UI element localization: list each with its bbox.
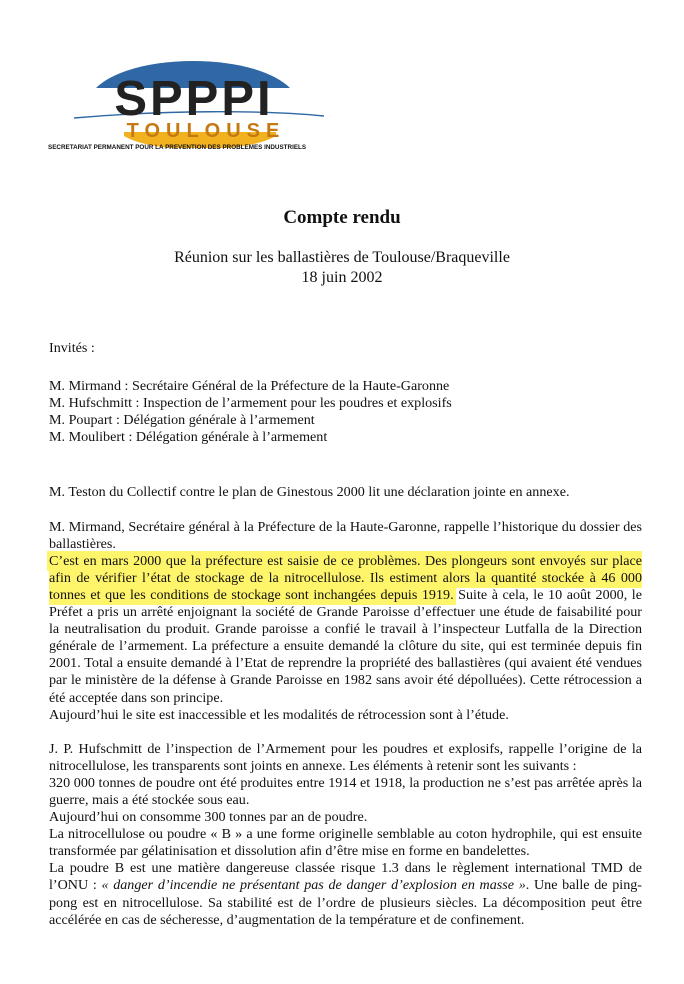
paragraph-mirmand-intro: M. Mirmand, Secrétaire général à la Préfecture de la Haute-Garonne, rappelle l’historique du dossier des ballastières. — [49, 518, 642, 552]
paragraph-tonnes: 320 000 tonnes de poudre ont été produites entre 1914 et 1918, la production ne s’est pas arrêtée après la guerre, mais a été stockée sous eau. — [49, 774, 642, 808]
paragraph-mirmand-history — [49, 553, 642, 707]
spppi-logo — [44, 58, 334, 158]
paragraph-poudre-b: La nitrocellulose ou poudre « B » a une forme originelle semblable au coton hydrophile, qui est ensuite transformée par gélatinisation et dissolution afin d’être mise en forme en bandelettes. — [49, 826, 642, 860]
danger-intro: La poudre B est une matière dangereuse classée risque 1.3 dans le règlement international TMD de l’ONU : — [49, 860, 642, 894]
invites-list — [49, 378, 642, 446]
paragraph-hufschmitt: J. P. Hufschmitt de l’inspection de l’Armement pour les poudres et explosifs, rappelle l’origine de la nitrocellulose, les transparents sont joints en annexe. Les éléments à retenir sont les suivants : — [49, 740, 642, 774]
paragraph-danger — [49, 860, 642, 928]
logo-toulouse-text: TOULOUSE — [126, 120, 286, 142]
paragraph-mirmand-rest: Suite à cela, le 10 août 2000, le Préfet a pris un arrêté enjoignant la société de Grande Paroisse d’effectuer une étude de faisabilité pour la neutralisation du produit. Grande paroisse a confié le travail à l’inspecteur Lutfalla de la Direction générale de l’armement. La préfecture a ensuite demandé la clôture du site, qui est terminée depuis fin 2001. Total a ensuite demandé à l’Etat de reprendre la propriété des ballastières (qui avaient été vendues par le ministère de la défense à Grande Paroisse en 1982 sans avoir été dépolluées). Cette rétrocession a été acceptée dans son principe. — [49, 586, 642, 706]
meeting-subtitle: Réunion sur les ballastières de Toulouse/Braqueville — [174, 249, 510, 266]
paragraph-teston: M. Teston du Collectif contre le plan de Ginestous 2000 lit une déclaration jointe en annexe. — [49, 484, 570, 501]
document-body — [49, 340, 642, 929]
danger-quote: « danger d’incendie ne présentant pas de danger d’explosion en masse » — [101, 877, 526, 894]
invite-item: M. Hufschmitt : Inspection de l’armement pour les poudres et explosifs — [49, 395, 452, 412]
highlighted-passage: C’est en mars 2000 que la préfecture est saisie de ce problèmes. Des plongeurs sont envoyés sur place afin de vérifier l’état de stockage de la nitrocellulose. Ils estiment alors la quantité stockée à 46 000 tonnes et que les conditions de stockage sont inchangées depuis 1919. — [49, 552, 642, 603]
document-title: Compte rendu — [283, 207, 401, 228]
paragraph-aujourdhui: Aujourd’hui le site est inaccessible et les modalités de rétrocession sont à l’étude. — [49, 706, 509, 723]
logo-spppi-text: SPPPI — [114, 72, 274, 126]
invite-item: M. Poupart : Délégation générale à l’armement — [49, 412, 315, 429]
paragraph-consomme: Aujourd’hui on consomme 300 tonnes par an de poudre. — [49, 809, 368, 826]
logo-tagline: SECRETARIAT PERMANENT POUR LA PREVENTION DES PROBLEMES INDUSTRIELS — [48, 144, 307, 151]
invites-heading: Invités : — [49, 340, 95, 356]
invite-item: M. Mirmand : Secrétaire Général de la Préfecture de la Haute-Garonne — [49, 378, 450, 395]
meeting-date: 18 juin 2002 — [301, 269, 383, 286]
invite-item: M. Moulibert : Délégation générale à l’armement — [49, 429, 328, 446]
danger-rest: . Une balle de ping-pong est en nitrocellulose. Sa stabilité est de l’ordre de plusieurs siècles. La décomposition peut être accélérée en cas de sécheresse, d’augmentation de la température et de confinement. — [49, 877, 642, 928]
